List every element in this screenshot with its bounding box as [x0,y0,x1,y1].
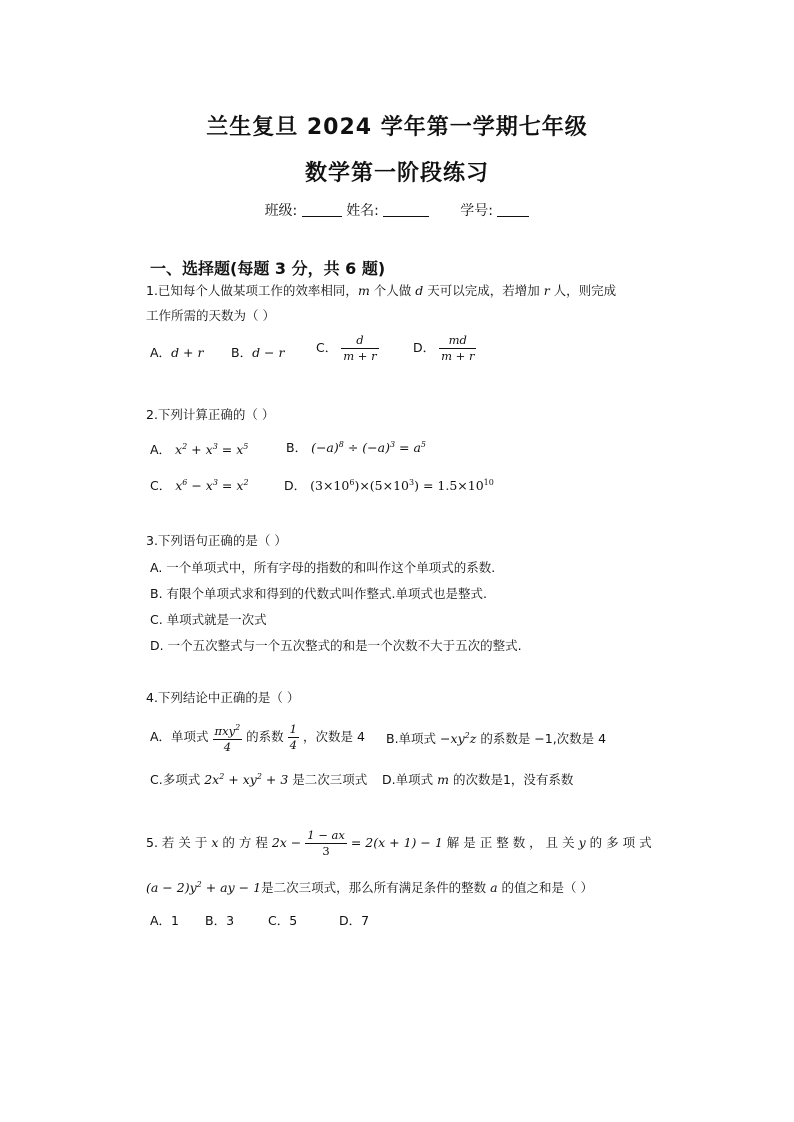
q4-option-c: C.多项式 $2x^2 + xy^2 + 3$ 是二次三项式 [150,771,368,787]
q2-option-c: C． $x^6 - x^3 = x^2$ [150,477,249,493]
q5-stem-line1: 5. 若 关 于 x 的 方 程 2x − $\frac{1 - ax}{3}$ = 2(x + 1) − 1 解 是 正 整 数 ， 且 关 y 的 多 项 式 [146,828,652,858]
q2-option-b: B． $(-a)^8 \div (-a)^3 = a^5$ [286,439,427,455]
q4-option-b: B.单项式 $-xy^2z$ 的系数是 −1,次数是 4 [386,730,607,746]
name-label: 姓名: [346,203,379,219]
q2-option-a: A． $x^2 + x^3 = x^5$ [150,441,249,457]
class-blank [302,202,342,217]
q5-option-c: C．5 [268,913,298,928]
q4-option-a: A．单项式 $\frac{\pi xy^2}{4}$ 的系数 $\frac{1}{4}$ ，次数是 4 [150,721,365,754]
q1-stem-line2: 工作所需的天数为（ ） [146,308,275,323]
id-label: 学号: [460,203,493,219]
q1-option-c: C． $\frac{d}{m + r}$ [316,333,377,363]
id-blank [497,202,529,217]
q5-option-d: D．7 [339,913,370,928]
q5-option-b: B．3 [205,913,235,928]
q1-option-b: B．d − r [231,345,285,360]
q1-stem-line1: 1.已知每个人做某项工作的效率相同，m 个人做 d 天可以完成，若增加 r 人，则完成 [146,283,617,298]
class-label: 班级: [264,203,298,219]
q3-option-c: C. 单项式就是一次式 [150,612,267,627]
q4-stem: 4.下列结论中正确的是（ ） [146,690,300,705]
section-title: 一、选择题(每题 3 分，共 6 题) [150,259,386,278]
exam-subtitle: 数学第一阶段练习 [304,161,489,186]
q1-option-d: D． $\frac{md}{m + r}$ [413,333,475,363]
q5-stem-line2: $(a - 2)y^2$ + ay − 1是二次三项式，那么所有满足条件的整数 a 的值之和是（ ） [146,879,593,895]
q3-option-d: D. 一个五次整式与一个五次整式的和是一个次数不大于五次的整式. [150,638,522,653]
student-info-row [0,200,794,220]
q3-option-b: B. 有限个单项式求和得到的代数式叫作整式.单项式也是整式. [150,586,487,601]
q4-option-d: D.单项式 m 的次数是1，没有系数 [382,772,574,787]
q3-stem: 3.下列语句正确的是（ ） [146,533,287,548]
name-blank [383,202,429,217]
q3-option-a: A. 一个单项式中，所有字母的指数的和叫作这个单项式的系数. [150,560,496,575]
exam-title: 兰生复旦 2024 学年第一学期七年级 [206,115,588,140]
q1-option-a: A．d + r [150,345,204,360]
q5-option-a: A．1 [150,913,180,928]
q2-stem: 2.下列计算正确的（ ） [146,407,275,422]
q2-option-d: D． $(3\times 10^6)\times(5\times 10^3) = 1.5\times 10^{10}$ [284,477,494,493]
